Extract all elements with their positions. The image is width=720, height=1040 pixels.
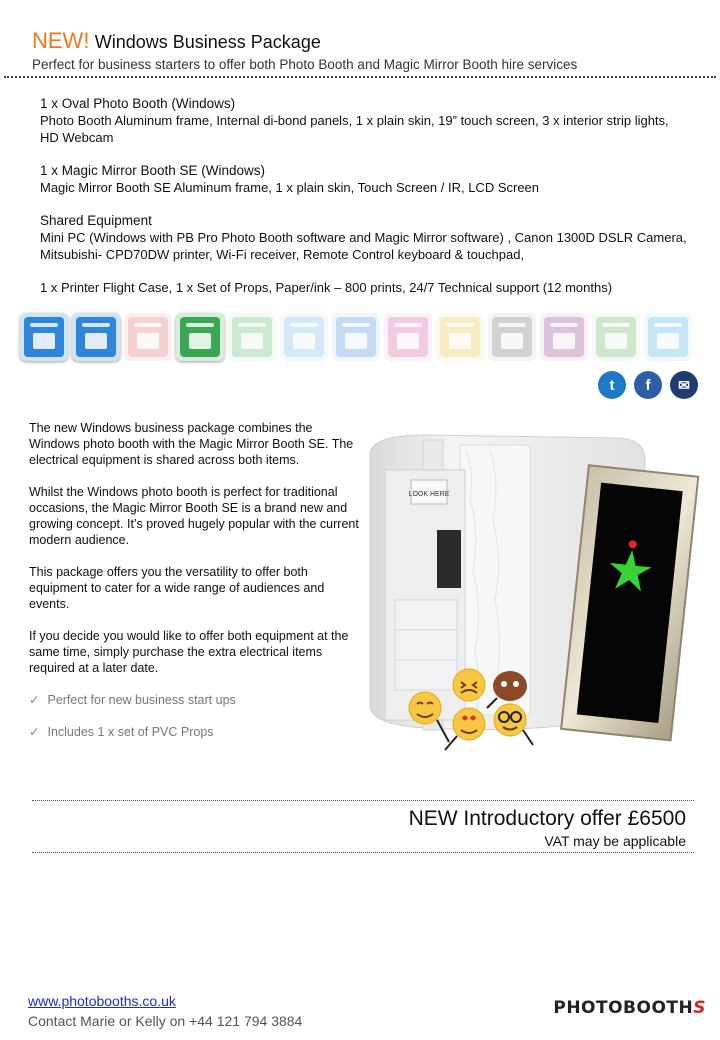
- email-icon[interactable]: ✉: [670, 371, 698, 399]
- website-link[interactable]: www.photobooths.co.uk: [28, 993, 176, 1009]
- description-paragraph: If you decide you would like to offer both equipment at the same time, simply purchase the extra electrical items required at a later date.: [29, 629, 349, 675]
- product-image: [365, 410, 705, 755]
- offer-price: NEW Introductory offer £6500: [408, 807, 686, 830]
- description: [29, 420, 359, 756]
- spec-item: [40, 162, 690, 196]
- description-paragraph: The new Windows business package combines the Windows photo booth with the Magic Mirror Booth SE. The electrical equipment is shared across both items.: [29, 421, 354, 467]
- package-title: Windows Business Package: [94, 32, 321, 52]
- divider-top: [4, 76, 716, 78]
- social-share-feature-icon: [228, 313, 276, 361]
- green-screen-icon: [176, 313, 224, 361]
- page-title: [32, 28, 702, 56]
- photo-booth-illustration: [365, 410, 705, 755]
- divider-offer-top: [32, 800, 694, 801]
- logo-accent: S: [693, 998, 706, 1018]
- payment-feature-icon: [540, 313, 588, 361]
- gif-feature-icon: [124, 313, 172, 361]
- footer: [28, 991, 302, 1031]
- spec-title: 1 x Oval Photo Booth (Windows): [40, 96, 236, 111]
- page-header: [32, 28, 702, 72]
- contact-text: Contact Marie or Kelly on +44 121 794 3884: [28, 1013, 303, 1029]
- check-icon: ✓: [29, 693, 40, 707]
- spec-title: 1 x Magic Mirror Booth SE (Windows): [40, 163, 266, 178]
- benefit-item: [29, 724, 359, 740]
- spec-text: Mini PC (Windows with PB Pro Photo Booth software and Magic Mirror software) , Canon 1300D DSLR Camera, Mitsubishi- CPD70DW printer, Wi-Fi receiver, Remote Control keyboard & touchpad,: [40, 230, 687, 262]
- offer-box: [409, 806, 686, 850]
- survey-feature-icon: [592, 313, 640, 361]
- data-capture-feature-icon: [644, 313, 692, 361]
- photobooths-logo: [553, 998, 706, 1018]
- spec-item: [40, 212, 690, 263]
- look-here-sign: LOOK HERE: [408, 491, 450, 498]
- new-label: NEW!: [32, 28, 90, 53]
- description-paragraph: Whilst the Windows photo booth is perfect for traditional occasions, the Magic Mirror Booth SE is a brand new and growing concept. It’s proved hugely popular with the current modern audience.: [29, 485, 359, 547]
- spec-item: [40, 279, 690, 296]
- check-icon: ✓: [29, 725, 40, 739]
- benefit-text: Perfect for new business start ups: [47, 693, 236, 707]
- divider-offer-bottom: [32, 852, 694, 853]
- camera-feature-icon: [488, 313, 536, 361]
- vat-note: VAT may be applicable: [544, 833, 686, 849]
- spec-list: [40, 95, 690, 312]
- props-feature-icon: [436, 313, 484, 361]
- page-subtitle: Perfect for business starters to offer both Photo Booth and Magic Mirror Booth hire services: [32, 57, 578, 72]
- spec-text: Magic Mirror Booth SE Aluminum frame, 1 x plain skin, Touch Screen / IR, LCD Screen: [40, 180, 540, 195]
- spec-title: Shared Equipment: [40, 213, 152, 228]
- benefit-list: [29, 692, 359, 740]
- facebook-icon[interactable]: f: [634, 371, 662, 399]
- logo-text: PHOTOBOOTH: [553, 998, 694, 1018]
- spec-text: 1 x Printer Flight Case, 1 x Set of Props, Paper/ink – 800 prints, 24/7 Technical support (12 months): [40, 280, 613, 295]
- email-feature-icon: [280, 313, 328, 361]
- benefit-item: [29, 692, 359, 708]
- feature-icon-strip: [20, 313, 704, 365]
- print-feature-icon: [332, 313, 380, 361]
- twitter-icon[interactable]: t: [598, 371, 626, 399]
- take-picture-icon: [20, 313, 68, 361]
- record-video-icon: [72, 313, 120, 361]
- description-paragraph: This package offers you the versatility to offer both equipment to cater for a wide range of audiences and events.: [29, 565, 325, 611]
- benefit-text: Includes 1 x set of PVC Props: [47, 725, 214, 739]
- spec-item: [40, 95, 690, 146]
- spec-text: Photo Booth Aluminum frame, Internal di-bond panels, 1 x plain skin, 19” touch screen, 3 x interior strip lights, HD Webcam: [40, 113, 669, 145]
- boomerang-feature-icon: [384, 313, 432, 361]
- social-icons: [598, 371, 698, 399]
